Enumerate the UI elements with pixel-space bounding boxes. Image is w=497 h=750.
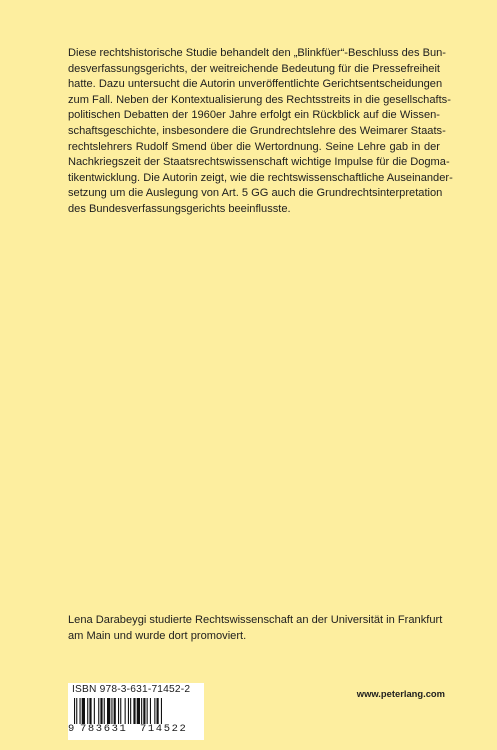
barcode-digit-group-right: 714522 [140,723,188,735]
author-bio [68,613,448,644]
blurb-line: des Bundesverfassungsgerichts beeinflusste. [68,202,291,215]
author-bio-line: am Main und wurde dort promoviert. [68,629,247,642]
blurb-line: Nachkriegszeit der Staatsrechtswissenschaft wichtige Impulse für die Dogma- [68,156,450,169]
blurb-line: desverfassungsgerichts, der weitreichende Bedeutung für die Pressefreiheit [68,62,440,75]
blurb-line: hatte. Dazu untersucht die Autorin unveröffentlichte Gerichtsentscheidungen [68,78,443,91]
blurb-line: Diese rechtshistorische Studie behandelt den „Blinkfüer“-Beschluss des Bun- [68,47,447,59]
blurb-line: rechtslehrers Rudolf Smend über die Wertordnung. Seine Lehre gab in der [68,140,440,153]
barcode-digit-lead: 9 [68,723,75,735]
back-cover-blurb [68,46,453,218]
author-bio-line: Lena Darabeygi studierte Rechtswissenschaft an der Universität in Frankfurt [68,614,443,626]
barcode-icon [74,698,198,724]
barcode-digits [68,723,204,738]
blurb-line: schaftsgeschichte, insbesondere die Grundrechtslehre des Weimarer Staats- [68,124,446,137]
publisher-url-link[interactable]: www.peterlang.com [356,688,445,699]
barcode-digit-group-left: 783631 [80,723,128,735]
isbn-label: ISBN 978-3-631-71452-2 [72,684,191,695]
blurb-line: politischen Debatten der 1960er Jahre erfolgt ein Rückblick auf die Wissen- [68,109,440,122]
isbn-barcode [68,683,204,740]
blurb-line: zum Fall. Neben der Kontextualisierung des Rechtsstreits in die gesellschafts- [68,93,451,106]
blurb-line: setzung um die Auslegung von Art. 5 GG auch die Grundrechtsinterpretation [68,187,443,200]
blurb-line: tikentwicklung. Die Autorin zeigt, wie die rechtswissenschaftliche Auseinander- [68,171,453,184]
